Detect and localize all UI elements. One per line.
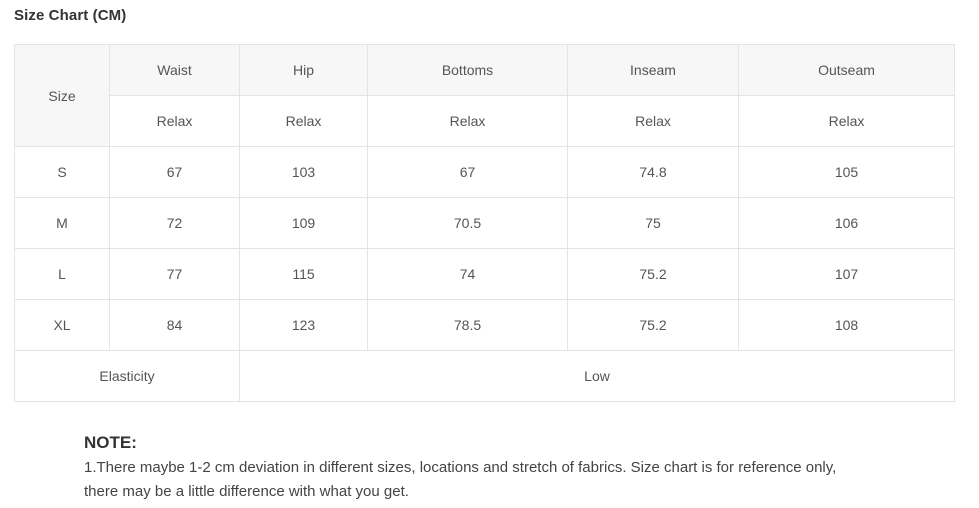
elasticity-label-cell: Elasticity — [15, 351, 240, 402]
value-cell: 103 — [240, 147, 368, 198]
table-row-xl — [15, 300, 955, 351]
table-row-s — [15, 147, 955, 198]
value-cell: 109 — [240, 198, 368, 249]
size-cell: L — [15, 249, 110, 300]
table-row-l — [15, 249, 955, 300]
value-cell: 78.5 — [368, 300, 568, 351]
fit-cell-outseam: Relax — [739, 96, 955, 147]
column-header-hip: Hip — [240, 45, 368, 96]
column-header-inseam: Inseam — [568, 45, 739, 96]
fit-cell-waist: Relax — [110, 96, 240, 147]
value-cell: 70.5 — [368, 198, 568, 249]
size-chart-table — [14, 44, 955, 402]
size-cell: S — [15, 147, 110, 198]
value-cell: 67 — [368, 147, 568, 198]
note-heading: NOTE: — [84, 433, 137, 452]
value-cell: 108 — [739, 300, 955, 351]
size-corner-header-cell: Size — [15, 45, 110, 147]
note-text: 1.There maybe 1-2 cm deviation in different sizes, locations and stretch of fabrics. Size chart is for reference only, there may be a little difference with what you get. — [84, 459, 837, 500]
elasticity-row — [15, 351, 955, 402]
value-cell: 105 — [739, 147, 955, 198]
elasticity-value-cell: Low — [240, 351, 955, 402]
fit-cell-hip: Relax — [240, 96, 368, 147]
fit-cell-bottoms: Relax — [368, 96, 568, 147]
size-cell: M — [15, 198, 110, 249]
value-cell: 75.2 — [568, 249, 739, 300]
size-cell: XL — [15, 300, 110, 351]
header-row-measures — [15, 45, 955, 96]
value-cell: 84 — [110, 300, 240, 351]
column-header-outseam: Outseam — [739, 45, 955, 96]
value-cell: 77 — [110, 249, 240, 300]
header-row-fit — [15, 96, 955, 147]
value-cell: 107 — [739, 249, 955, 300]
value-cell: 115 — [240, 249, 368, 300]
note-section — [84, 433, 874, 504]
column-header-waist: Waist — [110, 45, 240, 96]
value-cell: 75 — [568, 198, 739, 249]
value-cell: 72 — [110, 198, 240, 249]
table-row-m — [15, 198, 955, 249]
value-cell: 123 — [240, 300, 368, 351]
page-title: Size Chart (CM) — [14, 7, 127, 24]
value-cell: 75.2 — [568, 300, 739, 351]
value-cell: 74.8 — [568, 147, 739, 198]
value-cell: 106 — [739, 198, 955, 249]
value-cell: 74 — [368, 249, 568, 300]
column-header-bottoms: Bottoms — [368, 45, 568, 96]
fit-cell-inseam: Relax — [568, 96, 739, 147]
value-cell: 67 — [110, 147, 240, 198]
